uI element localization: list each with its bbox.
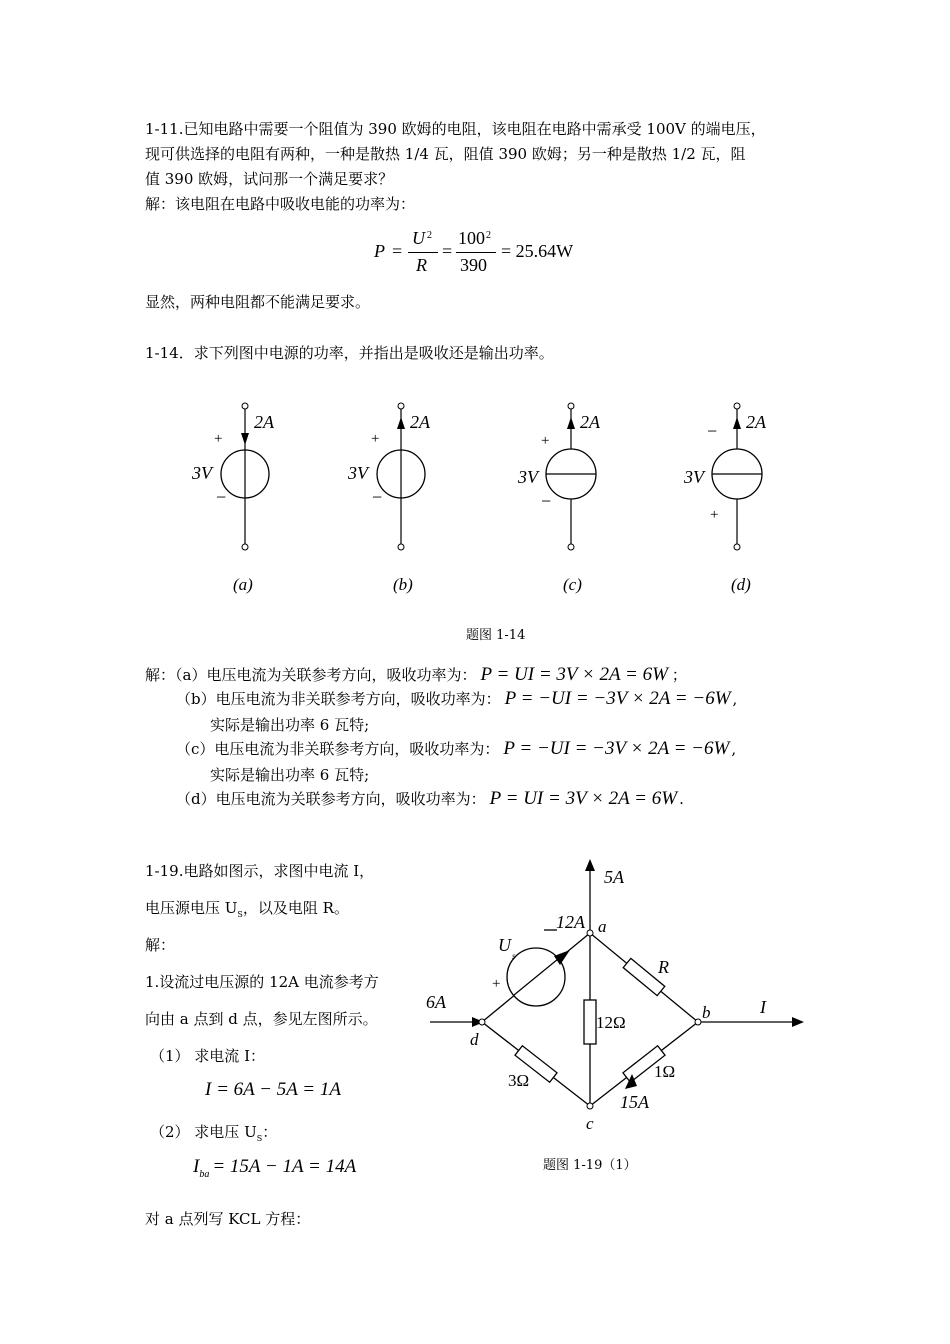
p114-caption: 题图 1-14 (466, 628, 526, 643)
eq2-i: I (193, 1156, 200, 1177)
sol-d-tail: . (679, 790, 684, 808)
node-d: d (470, 1030, 479, 1049)
sol-c-text: （c）电压电流为非关联参考方向，吸收功率为： (176, 740, 500, 758)
label-1ohm: 1Ω (654, 1062, 676, 1081)
label-6a: 6A (426, 992, 446, 1012)
p119-eq1: I = 6A − 5A = 1A (205, 1079, 341, 1100)
label-us-sub: s (512, 951, 516, 961)
p114-sol-d (176, 788, 684, 810)
minus-d: − (707, 421, 718, 441)
eq-u: U (412, 228, 425, 248)
source-a (191, 403, 275, 550)
eq2-sub: ba (199, 1168, 210, 1180)
label-12a: 12A (556, 912, 585, 932)
current-d: 2A (746, 412, 766, 432)
source-c (517, 403, 601, 550)
eq-den: 390 (460, 255, 487, 275)
p119-sol: 解： (145, 936, 176, 954)
p119-eq2 (193, 1156, 356, 1180)
label-d: (d) (731, 575, 751, 594)
step2-a: （2） 求电压 U (150, 1123, 257, 1141)
p114-circuits-figure (0, 395, 950, 605)
voltage-c: 3V (518, 467, 538, 487)
q2-sub: S (237, 910, 243, 919)
label-c: (c) (563, 575, 582, 594)
current-c: 2A (580, 412, 600, 432)
p111-line1: 1-11.已知电路中需要一个阻值为 390 欧姆的电阻，该电阻在电路中需承受 100V 的端电压， (145, 120, 766, 138)
label-3ohm: 3Ω (508, 1071, 530, 1090)
p114-sol-a (145, 664, 687, 686)
p119-kcl: 对 a 点列写 KCL 方程： (145, 1210, 311, 1228)
p119-circuit-figure (420, 855, 840, 1145)
plus-b: + (371, 431, 380, 447)
p119-s1b: 向由 a 点到 d 点，参见左图所示。 (145, 1010, 378, 1028)
minus-b: − (372, 487, 383, 507)
plus-c: + (541, 433, 550, 449)
p119-caption: 题图 1-19（1） (543, 1158, 637, 1173)
label-a: (a) (233, 575, 253, 594)
node-c: c (586, 1114, 594, 1133)
p111-line2: 现可供选择的电阻有两种，一种是散热 1/4 瓦，阻值 390 欧姆；另一种是散热 1/2 瓦，阻 (145, 145, 746, 163)
label-b: (b) (393, 575, 413, 594)
p114-sol-b-note: 实际是输出功率 6 瓦特; (210, 716, 370, 734)
step2-b: ： (262, 1123, 278, 1141)
p119-step2 (150, 1121, 277, 1150)
p119-step1: （1） 求电流 I： (150, 1047, 266, 1065)
label-5a: 5A (604, 867, 624, 887)
label-us: U (498, 935, 511, 955)
label-r: R (658, 957, 669, 977)
p114-sol-c-note: 实际是输出功率 6 瓦特; (210, 766, 370, 784)
sol-c-eq: P = −UI = −3V × 2A = −6W (503, 738, 730, 759)
node-a: a (598, 917, 607, 936)
sol-a-eq: P = UI = 3V × 2A = 6W (480, 664, 668, 685)
voltage-d: 3V (684, 467, 704, 487)
label-15a: 15A (620, 1092, 649, 1112)
source-b (347, 403, 431, 550)
plus-a: + (214, 431, 223, 447)
p111-equation: P = U 2 R = 100 2 390 = 25.64W (374, 228, 574, 275)
sol-a-text: 解：（a）电压电流为关联参考方向，吸收功率为： (145, 666, 477, 684)
voltage-b: 3V (348, 463, 368, 483)
plus-d: + (710, 507, 719, 523)
q2-a: 电压源电压 U (145, 899, 238, 917)
voltage-a: 3V (192, 463, 212, 483)
step2-sub: S (256, 1134, 263, 1143)
current-a: 2A (254, 412, 274, 432)
sol-d-text: （d）电压电流为关联参考方向，吸收功率为： (176, 790, 486, 808)
p114-question: 1-14．求下列图中电源的功率，并指出是吸收还是输出功率。 (145, 344, 554, 362)
eq-result: = 25.64W (501, 241, 574, 261)
p119-s1a: 1.设流过电压源的 12A 电流参考方 (145, 973, 379, 991)
eq-num: 100 (458, 228, 485, 248)
eq-exp2: 2 (486, 230, 491, 241)
eq2-rest: = 15A − 1A = 14A (212, 1156, 357, 1177)
label-i: I (760, 997, 766, 1017)
p111-conclusion: 显然，两种电阻都不能满足要求。 (145, 293, 371, 311)
current-b: 2A (410, 412, 430, 432)
sol-c-tail: , (731, 740, 737, 758)
eq-r: R (416, 255, 427, 275)
sol-b-text: （b）电压电流为非关联参考方向，吸收功率为： (176, 690, 501, 708)
label-plus: + (492, 976, 501, 992)
eq-exp1: 2 (427, 230, 432, 241)
sol-b-eq: P = −UI = −3V × 2A = −6W (504, 688, 731, 709)
p119-q1: 1-19.电路如图示，求图中电流 I， (145, 862, 375, 880)
p114-sol-b (176, 688, 737, 710)
p119-q2 (145, 897, 349, 926)
minus-a: − (216, 487, 227, 507)
sol-b-tail: , (732, 690, 738, 708)
eq-p: P (374, 241, 385, 261)
sol-a-tail: ； (671, 666, 687, 684)
q2-b: ，以及电阻 R。 (242, 899, 349, 917)
label-12ohm: 12Ω (596, 1013, 626, 1032)
p111-line3: 值 390 欧姆，试问那一个满足要求？ (145, 170, 394, 188)
p114-sol-c (176, 738, 736, 760)
p111-solution: 解：该电阻在电路中吸收电能的功率为： (145, 195, 416, 213)
minus-c: − (541, 491, 552, 511)
node-b: b (702, 1003, 711, 1022)
source-d (683, 403, 767, 550)
sol-d-eq: P = UI = 3V × 2A = 6W (489, 788, 678, 809)
